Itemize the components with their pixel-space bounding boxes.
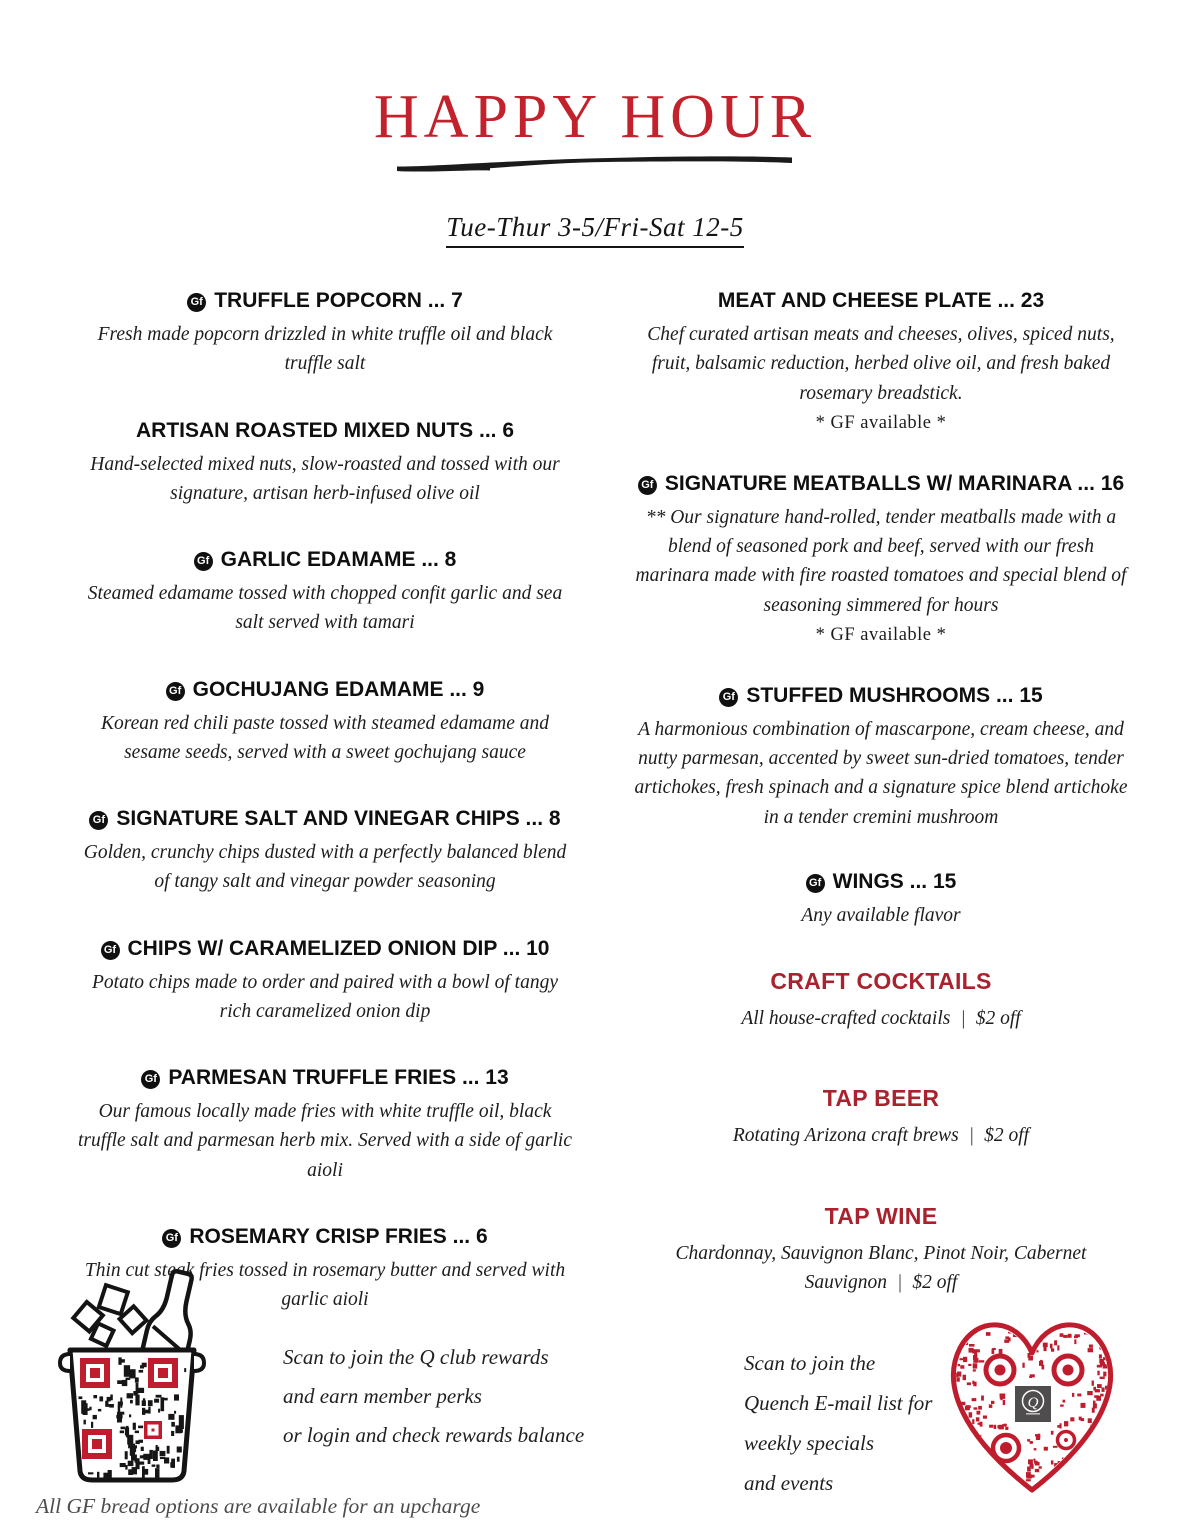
gluten-free-icon: Gf (141, 1070, 160, 1089)
qr-code-heart (930, 1298, 1135, 1510)
drink-section-description (632, 1004, 1130, 1033)
drink-section (632, 968, 1130, 1033)
menu-item-title (632, 472, 1130, 496)
menu-item-description: Any available flavor (801, 904, 961, 926)
menu-column-right (632, 289, 1130, 1354)
gluten-free-icon: Gf (806, 874, 825, 893)
gluten-free-icon: Gf (638, 476, 657, 495)
menu-item (632, 870, 1130, 930)
gluten-free-icon: Gf (166, 682, 185, 701)
divider: | (896, 1271, 903, 1293)
menu-item-description: ** Our signature hand-rolled, tender meatballs made with a blend of seasoned pork and beef, served with our fresh marinara made with fire roasted tomatoes and special blend of seasoning simmered for hours (635, 506, 1127, 616)
menu-item-label: ARTISAN ROASTED MIXED NUTS ... 6 (135, 418, 515, 442)
drink-offer-text: $2 off (912, 1271, 958, 1293)
menu-item (76, 1066, 574, 1185)
drink-section (632, 1203, 1130, 1298)
menu-item (76, 419, 574, 509)
menu-item-label: MEAT AND CHEESE PLATE ... 23 (717, 289, 1045, 312)
drink-desc-text: Rotating Arizona craft brews (732, 1125, 959, 1147)
menu-item (76, 678, 574, 768)
menu-item (76, 289, 574, 379)
caption-line: Scan to join the (744, 1351, 876, 1375)
menu-item-title (76, 419, 574, 443)
menu-item-description: Thin cut steak fries tossed in rosemary butter and served with garlic aioli (84, 1259, 566, 1310)
caption-line: or login and check rewards balance (283, 1422, 585, 1447)
caption-line: weekly specials (744, 1430, 875, 1455)
menu-item-label: SIGNATURE MEATBALLS W/ MARINARA ... 16 (664, 471, 1125, 495)
menu-item-description: Fresh made popcorn drizzled in white truffle oil and black truffle salt (97, 324, 553, 375)
menu-item-label: ROSEMARY CRISP FRIES ... 6 (189, 1224, 488, 1248)
menu-item-description: Korean red chili paste tossed with steamed edamame and sesame seeds, served with a sweet gochujang sauce (100, 712, 550, 763)
drink-section-header: TAP WINE (824, 1202, 938, 1229)
caption-line: Quench E-mail list for (744, 1390, 933, 1415)
menu-item-title (632, 684, 1130, 708)
menu-item (632, 472, 1130, 646)
gluten-free-icon: Gf (162, 1229, 181, 1248)
drink-desc-text: All house-crafted cocktails (741, 1008, 951, 1029)
menu-item (632, 289, 1130, 434)
menu-item-label: TRUFFLE POPCORN ... 7 (214, 289, 463, 312)
gluten-free-icon: Gf (101, 941, 120, 960)
gluten-free-icon: Gf (89, 811, 108, 830)
heart-qr-caption (744, 1344, 932, 1504)
menu-item-title (76, 1066, 574, 1090)
gf-available-note: * GF available * (815, 624, 947, 645)
menu-item-title (76, 548, 574, 572)
menu-item-description: Chef curated artisan meats and cheeses, olives, spiced nuts, fruit, balsamic reduction, herbed olive oil, and fresh baked rosemary breadstick. (647, 324, 1115, 404)
menu-item-description: Our famous locally made fries with white truffle oil, black truffle salt and parmesan herb mix. Served with a side of garlic aioli (78, 1101, 572, 1181)
menu-item-description: Golden, crunchy chips dusted with a perfectly balanced blend of tangy salt and vinegar powder seasoning (83, 842, 567, 893)
menu-item-title (632, 870, 1130, 894)
brush-stroke-divider (395, 154, 795, 176)
drink-desc-text: Chardonnay, Sauvignon Blanc, Pinot Noir, Cabernet Sauvignon (675, 1242, 1087, 1293)
menu-item-title (632, 289, 1130, 313)
menu-item-description: A harmonious combination of mascarpone, cream cheese, and nutty parmesan, accented by sweet sun-dried tomatoes, tender artichokes, fresh spinach and a signature spice blend artichoke in a tender cremini mushroom (634, 718, 1128, 828)
drink-offer-text: $2 off (984, 1125, 1030, 1147)
gluten-free-icon: Gf (194, 552, 213, 571)
menu-item (76, 937, 574, 1027)
menu-item-description: Hand-selected mixed nuts, slow-roasted and tossed with our signature, artisan herb-infused olive oil (90, 453, 560, 504)
page-title: HAPPY HOUR (373, 83, 817, 151)
menu-header (0, 0, 1190, 243)
menu-item-label: CHIPS W/ CARAMELIZED ONION DIP ... 10 (127, 936, 550, 960)
menu-item-description: Potato chips made to order and paired with a bowl of tangy rich caramelized onion dip (92, 971, 558, 1022)
gf-upcharge-footnote: All GF bread options are available for an upcharge (36, 1494, 481, 1518)
drink-section-header: TAP BEER (822, 1085, 940, 1112)
menu-item-label: GOCHUJANG EDAMAME ... 9 (192, 677, 485, 701)
qr-code-bucket (50, 1258, 225, 1498)
menu-item (76, 548, 574, 638)
menu-item-label: STUFFED MUSHROOMS ... 15 (746, 683, 1043, 707)
menu-column-left (76, 289, 574, 1354)
menu-item (76, 807, 574, 897)
divider: | (960, 1008, 966, 1029)
gluten-free-icon: Gf (719, 688, 738, 707)
menu-item-title (76, 289, 574, 313)
drink-section-description (632, 1239, 1130, 1298)
drink-offer-text: $2 off (975, 1008, 1021, 1029)
caption-line: and earn member perks (283, 1383, 482, 1408)
drink-section-header: CRAFT COCKTAILS (770, 968, 992, 994)
menu-item-label: GARLIC EDAMAME ... 8 (220, 548, 457, 571)
caption-line: Scan to join the Q club rewards (283, 1345, 549, 1369)
bucket-qr-caption (283, 1338, 584, 1455)
divider: | (968, 1125, 975, 1147)
menu-item-label: SIGNATURE SALT AND VINEGAR CHIPS ... 8 (116, 807, 561, 830)
menu-item-title (76, 1225, 574, 1249)
caption-line: and events (744, 1470, 834, 1495)
drink-section-description (632, 1121, 1130, 1150)
gluten-free-icon: Gf (187, 293, 206, 312)
gf-available-note: * GF available * (815, 412, 947, 433)
menu-item-title (76, 678, 574, 702)
q-logo: Q (1027, 1395, 1039, 1411)
menu-item (632, 684, 1130, 832)
menu-item-label: WINGS ... 15 (832, 869, 957, 893)
happy-hour-schedule: Tue-Thur 3-5/Fri-Sat 12-5 (0, 212, 1190, 243)
menu-item-title (76, 937, 574, 961)
menu-columns (0, 243, 1190, 1354)
drink-section (632, 1085, 1130, 1150)
menu-item-title (76, 807, 574, 831)
menu-item-description: Steamed edamame tossed with chopped confit garlic and sea salt served with tamari (87, 583, 563, 634)
menu-item-label: PARMESAN TRUFFLE FRIES ... 13 (168, 1066, 509, 1089)
